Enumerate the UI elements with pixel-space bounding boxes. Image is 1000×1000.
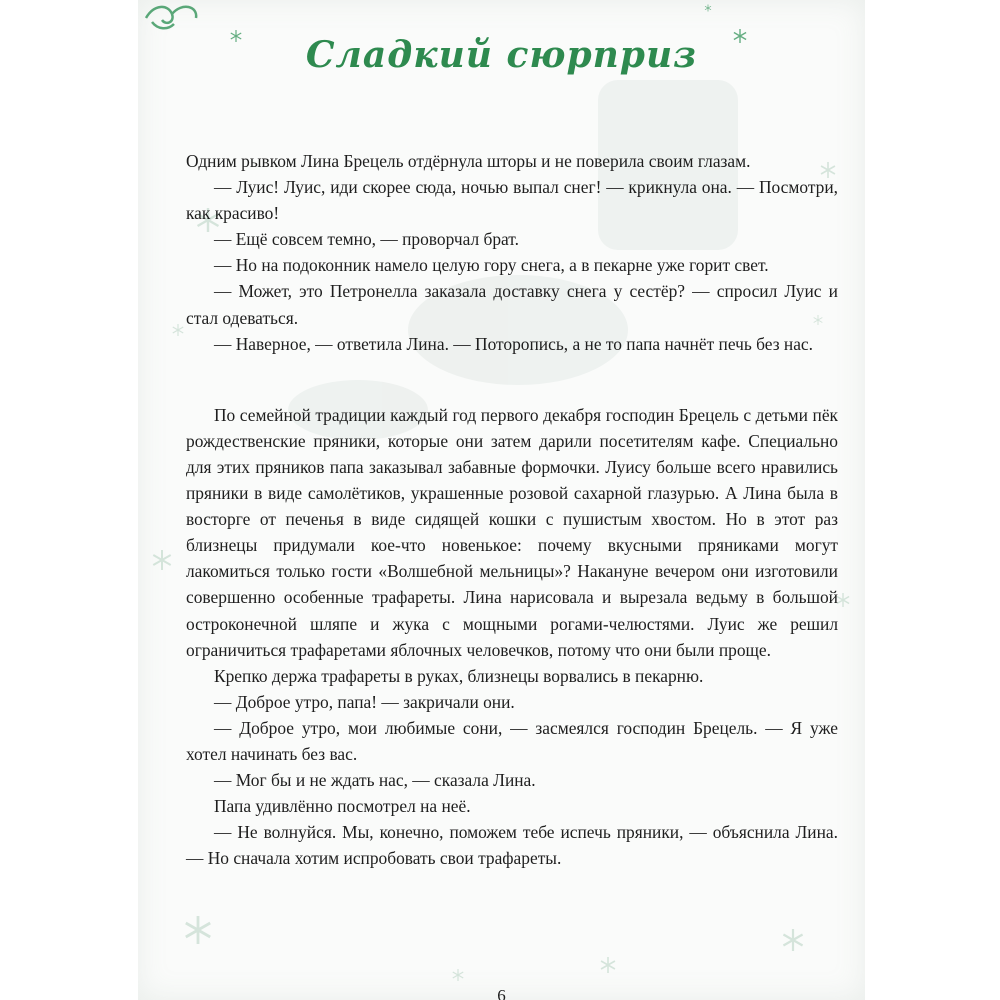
page-number: 6: [497, 986, 506, 1000]
paragraph: — Ещё совсем темно, — проворчал брат.: [214, 229, 519, 250]
paragraph: — Может, это Петронелла заказала доставку снега у сестёр? — спросил Луис и стал одеваться.: [186, 281, 838, 328]
paragraph: По семейной традиции каждый год первого декабря господин Брецель с детьми пёк рождественские пряники, которые они затем дарили посетителям кафе. Специально для этих пряников папа заказывал забавные формочки. Луису больше всего нравились пряники в виде самолётиков, украшенные розовой сахарной глазурью. А Лина была в восторге от печенья в виде сидящей кошки с пушистым хвостом. Но в этот раз близнецы придумали кое-что новенькое: почему вкусными пряниками могут лакомиться только гости «Волшебной мельницы»? Накануне вечером они изготовили совершенно особенные трафареты. Лина нарисовала и вырезала ведьму в большой остроконечной шляпе и жука с мощными рогами-челюстями. Луис же решил ограничиться трафаретами яблочных человечков, потому что они были проще.: [186, 404, 838, 660]
paragraph: — Наверное, — ответила Лина. — Поторопись, а не то папа начнёт печь без нас.: [214, 333, 813, 354]
swirl-ornament-icon: [146, 7, 196, 29]
paragraph: — Но на подоконник намело целую гору снега, а в пекарне уже горит свет.: [214, 255, 769, 276]
paragraph: — Мог бы и не ждать нас, — сказала Лина.: [214, 770, 536, 791]
paragraph: — Доброе утро, папа! — закричали они.: [214, 691, 515, 712]
chapter-title: Сладкий сюрприз: [305, 34, 698, 76]
book-page: [138, 0, 865, 1000]
paragraph: Крепко держа трафареты в руках, близнецы ворвались в пекарню.: [214, 665, 704, 686]
paragraph: — Не волнуйся. Мы, конечно, поможем тебе испечь пряники, — объяснила Лина. — Но сначала хотим испробовать свои трафареты.: [186, 822, 838, 869]
paragraph: — Луис! Луис, иди скорее сюда, ночью выпал снег! — крикнула она. — Посмотри, как красиво!: [186, 177, 838, 224]
body-text: [186, 148, 838, 871]
paragraph: Папа удивлённо посмотрел на неё.: [214, 796, 471, 817]
paragraph: — Доброе утро, мои любимые сони, — засмеялся господин Брецель. — Я уже хотел начинать без вас.: [186, 717, 838, 764]
paragraph: Одним рывком Лина Брецель отдёрнула шторы и не поверила своим глазам.: [186, 151, 751, 171]
